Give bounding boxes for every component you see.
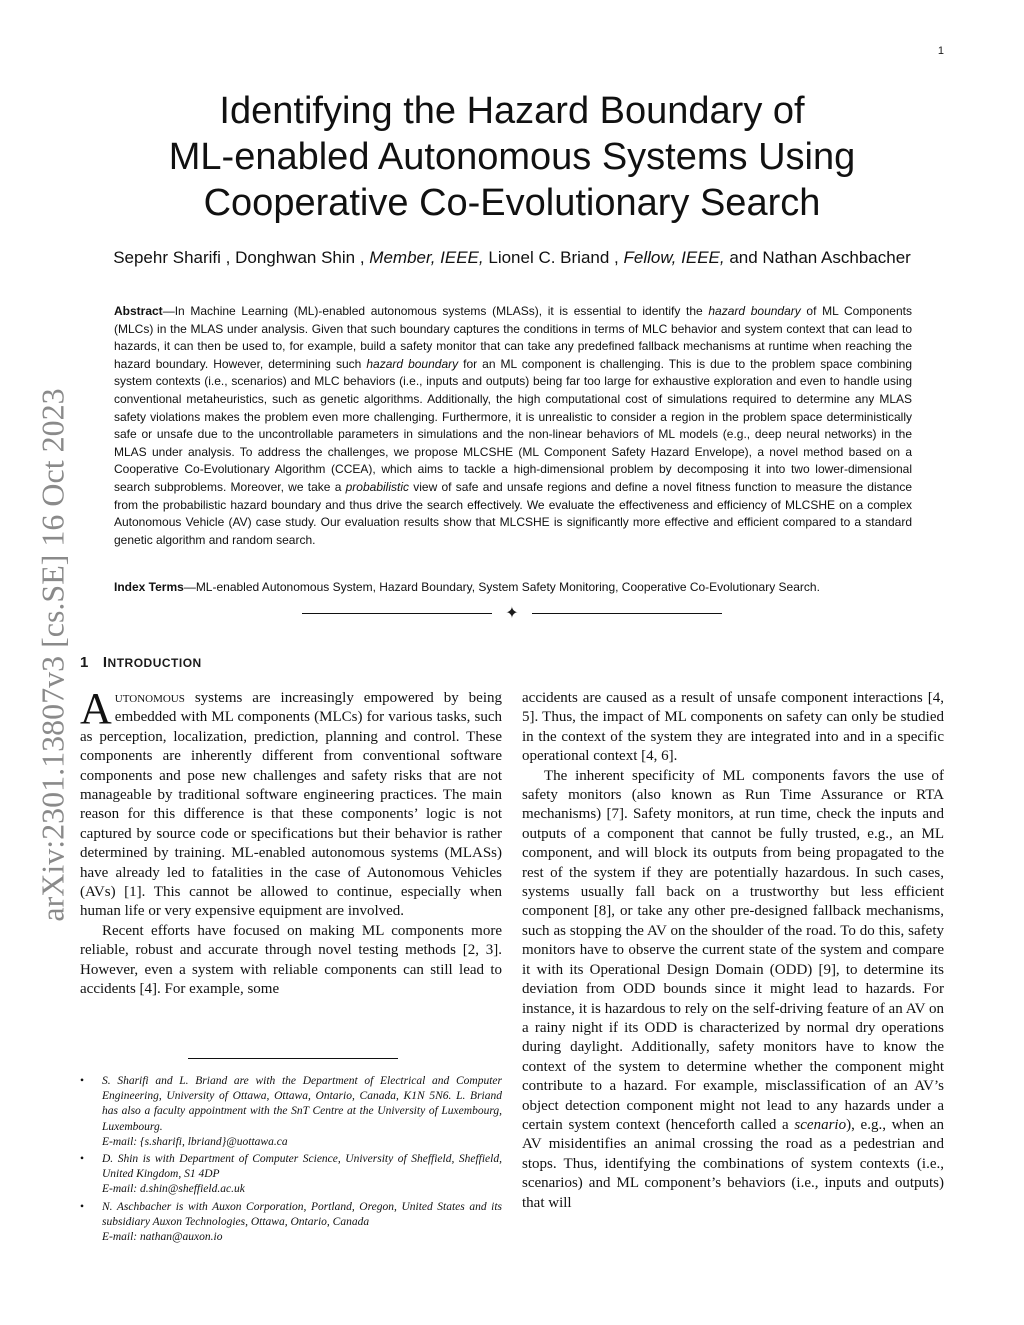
paragraph-emphasis: scenario: [794, 1116, 847, 1133]
index-terms-label: Index Terms: [114, 580, 184, 594]
divider-rule-right: [532, 613, 722, 614]
paragraph: accidents are caused as a result of unsafe component interactions [4, 5]. Thus, the impact of ML components on safety can only be studied in the context of the system they are integrated into and in a specific operational context [4, 6].: [522, 690, 944, 765]
section-heading-introduction: [80, 654, 202, 671]
footnote-item: [80, 1074, 502, 1150]
affiliation-footnotes: [80, 1074, 502, 1247]
bullet-icon: •: [80, 1153, 85, 1166]
section-title-rest: NTRODUCTION: [107, 656, 202, 670]
index-terms: [114, 580, 912, 594]
smallcaps-lead: utonomous: [114, 690, 185, 706]
paragraph-text: The inherent specificity of ML components favors the use of safety monitors (also known as Run Time Assurance or RTA mechanisms) [7]. Safety monitors, at run time, check the inputs and outputs of a component that cannot be fully trusted, e.g., an ML component, and will block its outputs from being propagated to the rest of the system if they are potentially hazardous. In such cases, systems usually fall back on a trustworthy but less efficient component [8], or take any other pre-designed fallback mechanisms, such as stopping the AV on the shoulder of the road. To do this, safety monitors have to observe the current state of the system and compare it with its Operational Design Domain (ODD) [9], to determine its deviation from ODD bounds since it might lead to hazards. For instance, it is hazardous to rely on the self-driving feature of an AV on a rainy night if its ODD is characterized by normal dry operations during daylight. Additionally, safety monitors have to know the context of the system to determine whether the component might contribute to a hazard. For example, misclassification of an AV’s object detection component might not lead to any hazards under a certain system context (henceforth called a: [522, 767, 944, 1133]
author-sharifi-shin: Sepehr Sharifi , Donghwan Shin ,: [113, 248, 365, 267]
footnote-affiliation: S. Sharifi and L. Briand are with the Department of Electrical and Computer Engineering, University of Ottawa, Ottawa, Ontario, Canada, K1N 5N6. L. Briand has also a faculty appointment with the SnT Centre at the University of Luxembourg, Luxembourg.: [102, 1075, 502, 1133]
footnote-affiliation: D. Shin is with Department of Computer Science, University of Sheffield, Sheffield, United Kingdom, S1 4DP: [102, 1153, 502, 1181]
abstract-emphasis: hazard boundary: [708, 304, 801, 318]
left-column: [80, 684, 502, 1000]
paragraph: [80, 684, 502, 922]
footnote-affiliation: N. Aschbacher is with Auxon Corporation, Portland, Oregon, United States and its subsidiary Auxon Technologies, Ottawa, Ontario, Canada: [102, 1200, 502, 1228]
abstract-emphasis: probabilistic: [345, 479, 409, 494]
paragraph-text: systems are increasingly empowered by being embedded with ML components (MLCs) for various tasks, such as perception, localization, prediction, planning and control. These components are inherently different from conventional software components and pose new challenges and safety risks that are not manageable by traditional software engineering practices. The main reason for this difference is that these components’ logic is not captured by source code or specifications but their behavior is rather determined by training. ML-enabled autonomous systems (MLASs) have already led to fatalities in the case of Autonomous Vehicles (AVs) [1]. This cannot be allowed to continue, especially when human life or very expensive equipment are involved.: [80, 690, 502, 920]
section-title-initial: I: [102, 654, 108, 671]
footnote-item: [80, 1200, 502, 1246]
paper-title: [100, 88, 924, 226]
abstract-text: of ML Components (MLCs) in the MLAS under analysis. Given that such boundary captures the conditions in terms of MLC behavior and system context that can lead to hazards, it can then be used to, for example, build a safety monitor that can take any predefined fallback mechanisms at runtime when reaching the hazard boundary. However, determining such: [114, 304, 912, 371]
section-divider: [302, 604, 722, 624]
abstract-text: view of safe and unsafe regions and define a novel fitness function to measure the distance from the probabilistic hazard boundary and thus drive the search effectively. We evaluate the effectiveness and efficiency of MLCSHE on a complex Autonomous Vehicle (AV) case study. Our evaluation results show that MLCSHE is significantly more effective and efficient compared to a standard genetic algorithm and random search.: [114, 479, 913, 547]
arxiv-stamp[interactable]: arXiv:2301.13807v3 [cs.SE] 16 Oct 2023: [34, 388, 71, 922]
bullet-icon: •: [80, 1200, 85, 1213]
arxiv-sidebar: [33, 360, 73, 950]
divider-rule-left: [302, 613, 492, 614]
author-role-fellow: Fellow, IEEE,: [623, 248, 725, 267]
author-aschbacher: and Nathan Aschbacher: [729, 248, 911, 267]
title-line: Identifying the Hazard Boundary of: [219, 90, 805, 132]
index-terms-text: —ML-enabled Autonomous System, Hazard Boundary, System Safety Monitoring, Cooperative Co-Evolutionary Search.: [183, 580, 820, 594]
paragraph: [522, 767, 944, 1213]
title-line: Cooperative Co-Evolutionary Search: [203, 182, 821, 224]
abstract: [114, 303, 912, 549]
diamond-ornament-icon: ✦: [505, 603, 519, 622]
author-role-member: Member, IEEE,: [369, 248, 484, 267]
author-list: [40, 248, 984, 268]
paragraph: Recent efforts have focused on making ML components more reliable, robust and accurate through novel testing methods [2, 3]. However, even a system with reliable components can still lead to accidents [4]. For example, some: [80, 922, 502, 998]
paragraph-text: ), e.g., when an AV misidentifies an animal crossing the road as a pedestrian and stops. Thus, identifying the combinations of system contexts (i.e., scenarios) and ML component’s behaviors (i.e., inputs and outputs) that will: [522, 1116, 944, 1211]
right-column: [522, 689, 944, 1213]
abstract-text: —In Machine Learning (ML)-enabled autonomous systems (MLASs), it is essential to identify the: [162, 304, 709, 318]
footnote-rule: [188, 1058, 398, 1059]
author-briand: Lionel C. Briand ,: [488, 248, 619, 267]
bullet-icon: •: [80, 1075, 85, 1087]
title-line: ML-enabled Autonomous Systems Using: [168, 136, 856, 178]
section-number: 1: [80, 654, 89, 671]
footnote-item: [80, 1152, 502, 1198]
abstract-emphasis: hazard boundary: [366, 356, 459, 371]
footnote-email[interactable]: E-mail: d.shin@sheffield.ac.uk: [102, 1183, 245, 1196]
drop-cap: A: [80, 684, 112, 733]
abstract-text: for an ML component is challenging. This is due to the problem space combining system contexts (i.e., scenarios) and MLC behaviors (i.e., inputs and outputs) being far too large for exhaustive exploration and even to handle using conventional metaheuristics, such as genetic algorithms. Additionally, the high computational cost of simulations required to determine any MLAS safety violations makes the problem even more challenging. Furthermore, it is unrealistic to consider a region in the problem space deterministically safe or unsafe due to the uncontrollable parameters in simulations and the non-linear behaviors of ML models (e.g., deep neural networks) in the MLAS under analysis. To address the challenges, we propose MLCSHE (ML Component Safety Hazard Envelope), a novel method based on a Cooperative Co-Evolutionary Algorithm (CCEA), which aims to tackle a high-dimensional problem by decomposing it into two lower-dimensional search subproblems. Moreover, we take a: [114, 356, 912, 494]
footnote-email[interactable]: E-mail: {s.sharifi, lbriand}@uottawa.ca: [102, 1135, 288, 1148]
footnote-email[interactable]: E-mail: nathan@auxon.io: [102, 1231, 223, 1244]
page-number: 1: [937, 45, 944, 57]
abstract-label: Abstract: [114, 304, 163, 318]
